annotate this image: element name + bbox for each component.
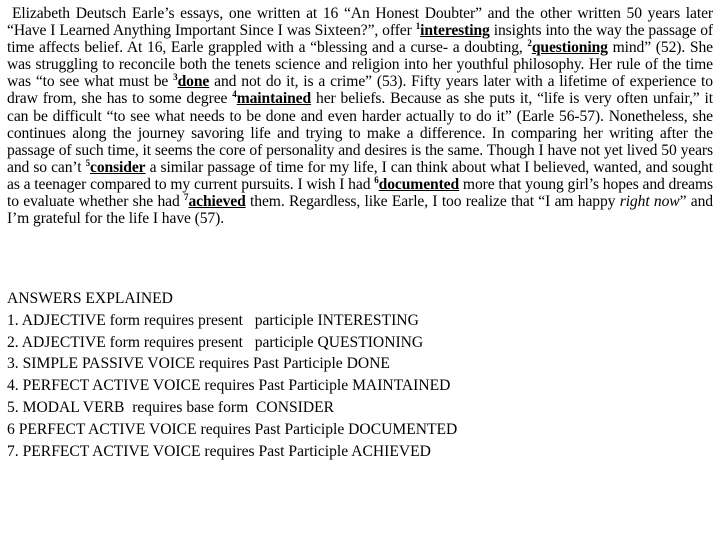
essay-text-8: them. Regardless, like Earle, I too realize that “I am happy	[245, 193, 620, 211]
essay-text-2: insights into the way the passage of time affects belief. At 16, Earle grappled with a “blessing and a curse- a doubting,	[7, 22, 713, 57]
essay-text-6: a similar passage of time for my life, I can think about what I believed, wanted, and sought as a teenager compared to my current pursuits. I wish I had	[7, 158, 713, 193]
answer-word-2: questioning	[531, 39, 608, 57]
answer-number-6: 6	[374, 174, 379, 185]
answer-number-5: 5	[85, 157, 90, 168]
answer-word-1: interesting	[420, 22, 490, 40]
answer-number-4: 4	[232, 89, 237, 100]
answers-section	[7, 288, 713, 462]
italic-phrase: right now	[619, 193, 680, 211]
essay-text-7: more that young girl’s hopes and dreams to evaluate whether she had	[7, 175, 713, 211]
answer-number-2: 2	[527, 38, 532, 48]
essay-text-9: ” and I’m grateful for the life I have (57).	[7, 193, 713, 228]
answer-word-6: documented	[378, 175, 460, 193]
answers-heading: ANSWERS EXPLAINED	[7, 290, 173, 307]
answer-explanation-3: 3. SIMPLE PASSIVE VOICE requires Past Participle DONE	[7, 355, 390, 373]
answer-explanation-2: 2. ADJECTIVE form requires present participle QUESTIONING	[7, 333, 424, 351]
answer-explanation-7: 7. PERFECT ACTIVE VOICE requires Past Participle ACHIEVED	[7, 442, 431, 460]
answer-word-3: done	[177, 73, 210, 91]
essay-text-3: mind” (52). She was struggling to reconcile both the tenets science and religion into her youthful philosophy. Her rule of the time was “to see what must be	[7, 39, 713, 91]
answer-explanation-6: 6 PERFECT ACTIVE VOICE requires Past Participle DOCUMENTED	[7, 420, 458, 438]
answer-explanation-1: 1. ADJECTIVE form requires present participle INTERESTING	[7, 311, 419, 329]
answer-number-7: 7	[184, 191, 189, 202]
answer-explanation-4: 4. PERFECT ACTIVE VOICE requires Past Participle MAINTAINED	[7, 377, 451, 395]
essay-text-1: Elizabeth Deutsch Earle’s essays, one written at 16 “An Honest Doubter” and the other written 50 years later “Have I Learned Anything Important Since I was Sixteen?”, offer	[7, 5, 713, 40]
essay-text-4: and not do it, is a crime” (53). Fifty years later with a lifetime of experience to draw from, she has to some degree	[7, 73, 713, 108]
essay-text-5: her beliefs. Because as she puts it, “life is very often unfair,” it can be difficult “to see what needs to be done and even harder actually to do it” (Earle 56-57). Nonetheless, she continues along the journey savoring life and trying to make a difference. In comparing her writing after the passage of such time, it seems the core of personality and desires is the same. Though I have not yet lived 50 years and so can’t	[7, 90, 713, 176]
answer-number-3: 3	[173, 72, 178, 83]
answer-explanation-5: 5. MODAL VERB requires base form CONSIDER	[7, 398, 335, 416]
answer-word-7: achieved	[188, 193, 246, 211]
answer-word-4: maintained	[236, 90, 312, 108]
essay-paragraph	[7, 5, 713, 227]
answer-word-5: consider	[90, 158, 146, 176]
answer-number-1: 1	[415, 20, 421, 31]
